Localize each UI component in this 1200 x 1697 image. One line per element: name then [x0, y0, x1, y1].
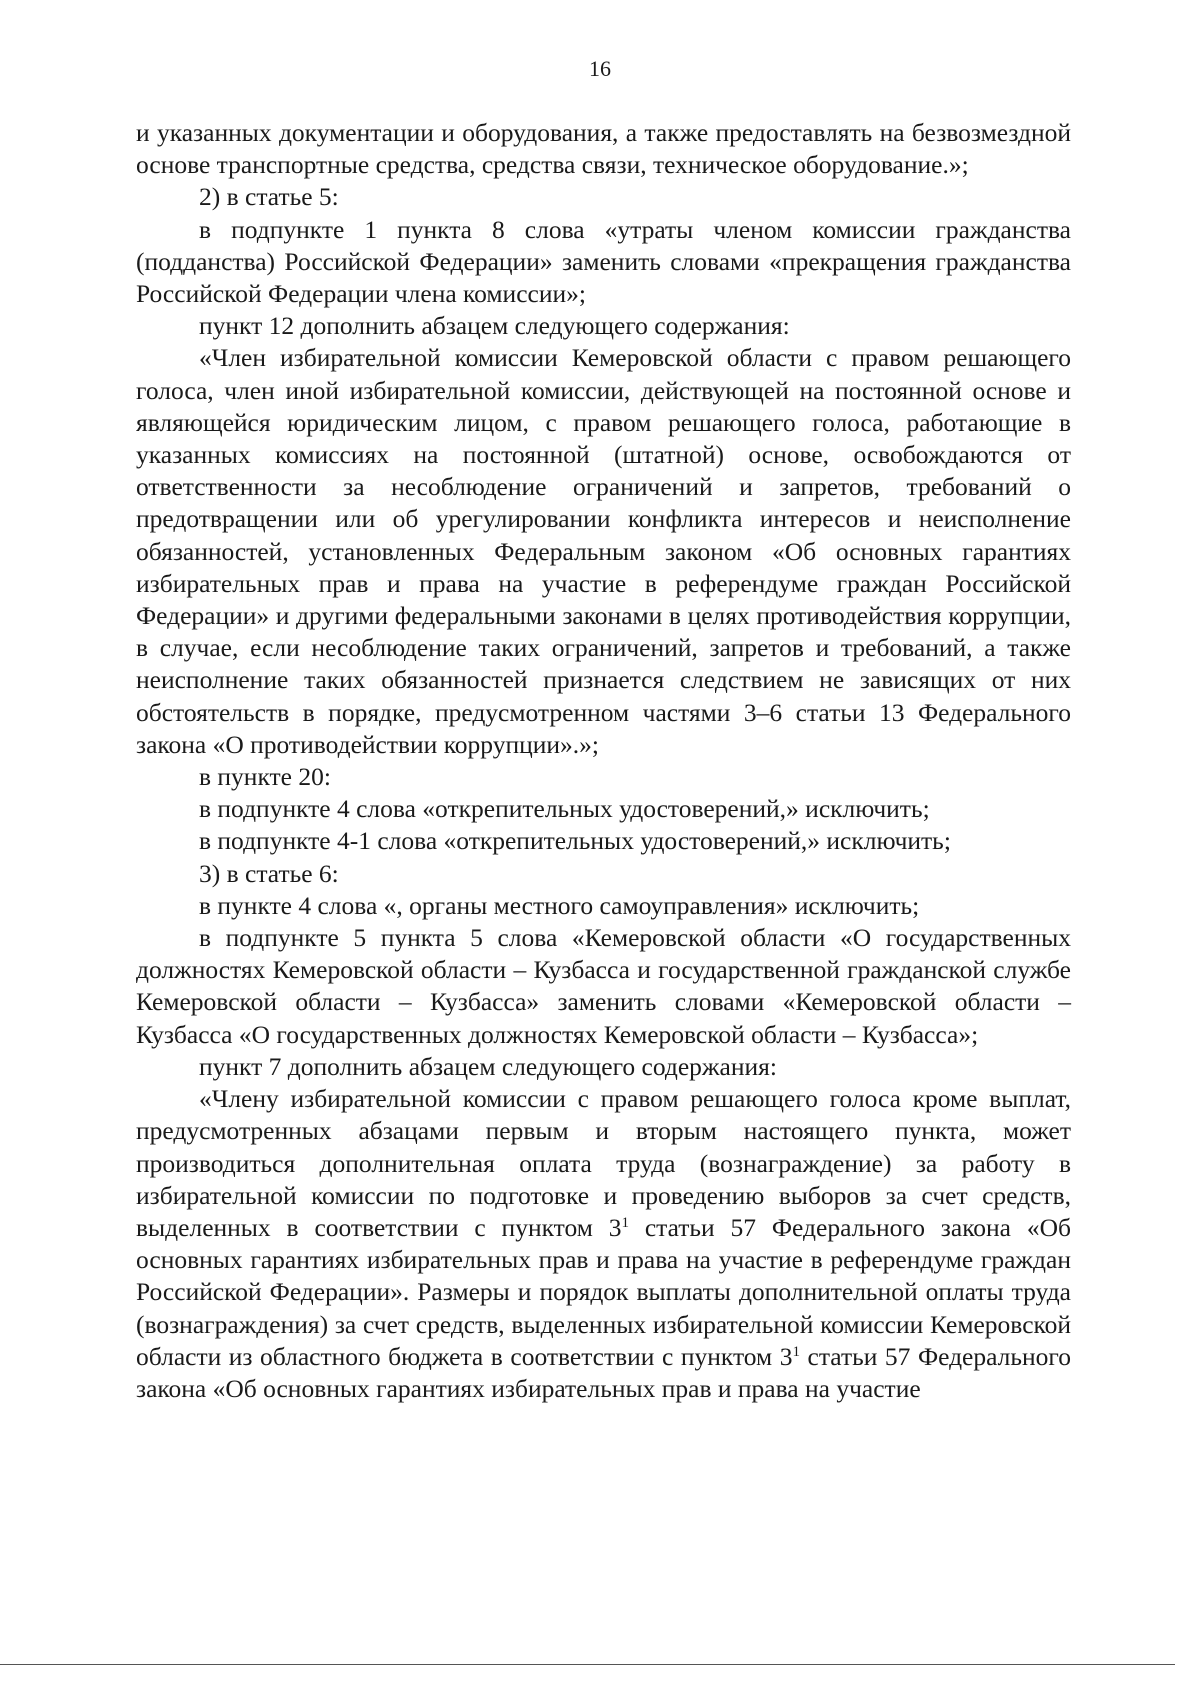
- paragraph-item-2: 2) в статье 5:: [199, 182, 339, 212]
- superscript: 1: [621, 1214, 629, 1231]
- text-segment: статьи 57 Федерального закона «Об основных гарантиях избирательных прав и права на участие: [136, 1341, 1071, 1403]
- text-segment: статьи 57 Федерального закона «Об основных гарантиях избирательных прав и права на участие в референдуме граждан Российской Федерации». Размеры и порядок выплаты дополнительной оплаты труда (вознаграждения) за счет средств, выделенных избирательной комиссии Кемеровской области из областного бюджета в соответствии с пунктом 3: [136, 1212, 1072, 1371]
- paragraph: в пункте 4 слова «, органы местного самоуправления» исключить;: [199, 890, 920, 920]
- paragraph: в подпункте 1 пункта 8 слова «утраты членом комиссии гражданства (подданства) Российской Федерации» заменить словами «прекращения гражданства Российской Федерации члена комиссии»;: [136, 214, 1071, 309]
- paragraph-quote: «Член избирательной комиссии Кемеровской области с правом решающего голоса, член иной избирательной комиссии, действующей на постоянной основе и являющейся юридическим лицом, с правом решающего голоса, работающие в указанных комиссиях на постоянной (штатной) основе, освобождаются от ответственности за несоблюдение ограничений и запретов, требований о предотвращении или об урегулировании конфликта интересов и неисполнение обязанностей, установленных Федеральным законом «Об основных гарантиях избирательных прав и права на участие в референдуме граждан Российской Федерации» и другими федеральными законами в целях противодействия коррупции, в случае, если несоблюдение таких ограничений, запретов и требований, а также неисполнение таких обязанностей признается следствием не зависящих от них обстоятельств в порядке, предусмотренном частями 3–6 статьи 13 Федерального закона «О противодействии коррупции».»;: [136, 343, 1071, 759]
- document-body: [136, 117, 1071, 1405]
- superscript: 1: [792, 1343, 800, 1360]
- paragraph: в подпункте 5 пункта 5 слова «Кемеровской области «О государственных должностях Кемеровской области – Кузбасса и государственной гражданской службе Кемеровской области – Кузбасса» заменить словами «Кемеровской области – Кузбасса «О государственных должностях Кемеровской области – Кузбасса»;: [136, 923, 1071, 1049]
- paragraph: в пункте 20:: [199, 762, 331, 792]
- footer-divider: [0, 1664, 1175, 1665]
- paragraph: в подпункте 4 слова «открепительных удостоверений,» исключить;: [199, 794, 930, 824]
- page-number: 16: [589, 56, 611, 81]
- text-segment: «Члену избирательной комиссии с правом решающего голоса кроме выплат, предусмотренных абзацами первым и вторым настоящего пункта, может производиться дополнительная оплата труда (вознаграждение) за работу в избирательной комиссии по подготовке и проведению выборов за счет средств, выделенных в соответствии с пунктом 3: [136, 1084, 1071, 1242]
- paragraph: пункт 12 дополнить абзацем следующего содержания:: [199, 311, 790, 341]
- paragraph-item-3: 3) в статье 6:: [199, 858, 339, 888]
- paragraph: пункт 7 дополнить абзацем следующего содержания:: [199, 1051, 777, 1081]
- paragraph: в подпункте 4-1 слова «открепительных удостоверений,» исключить;: [199, 826, 951, 856]
- paragraph-continuation: и указанных документации и оборудования, а также предоставлять на безвозмездной основе транспортные средства, средства связи, техническое оборудование.»;: [136, 118, 1071, 180]
- paragraph-quote-final: [136, 1083, 1071, 1405]
